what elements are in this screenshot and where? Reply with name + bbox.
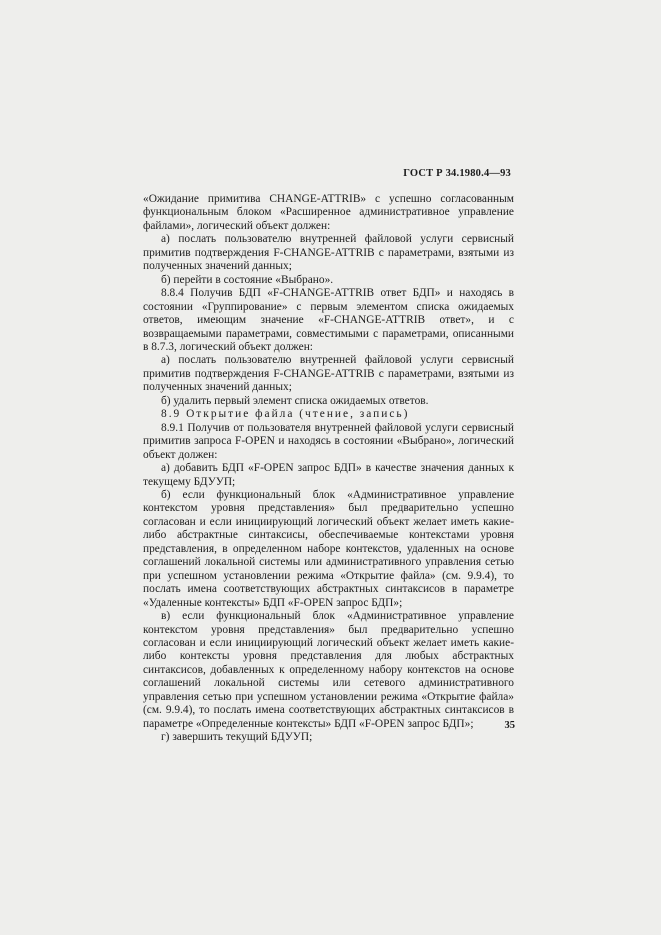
paragraph: г) завершить текущий БДУУП; [161, 731, 313, 744]
paragraph: 8.9 Открытие файла (чтение, запись) [161, 408, 410, 421]
paragraph: б) удалить первый элемент списка ожидаемых ответов. [161, 394, 429, 407]
paragraph: а) послать пользователю внутренней файловой услуги сервисный примитив подтверждения F-CHANGE-ATTRIB с параметрами, взятыми из полученных значений данных; [143, 233, 514, 273]
paragraph: 8.8.4 Получив БДП «F-CHANGE-ATTRIB ответ БДП» и находясь в состоянии «Группирование» с первым элементом списка ожидаемых ответов, имеющим значение «F-CHANGE-ATTRIB ответ», и с возвращаемыми параметрами, совместимыми с параметрами, описанными в 8.7.3, логический объект должен: [143, 287, 514, 353]
paragraph: а) послать пользователю внутренней файловой услуги сервисный примитив подтверждения F-CHANGE-ATTRIB с параметрами, взятыми из полученных значений данных; [143, 354, 514, 394]
paragraph: б) перейти в состояние «Выбрано». [161, 273, 334, 286]
paragraph: «Ожидание примитива CHANGE-ATTRIB» с успешно согласованным функциональным блоком «Расширенное административное управление файлами», логический объект должен: [143, 193, 514, 232]
paragraph: 8.9.1 Получив от пользователя внутренней файловой услуги сервисный примитив запроса F-OPEN и находясь в состоянии «Выбрано», логический объект должен: [143, 421, 514, 461]
page-number: 35 [504, 720, 515, 731]
paragraph: в) если функциональный блок «Административное управление контекстом уровня представления» был предварительно успешно согласован и если инициирующий логический объект желает иметь какие-либо контексты уровня представления для любых абстрактных синтаксисов, добавленных к определенному набору контекстов на основе соглашений локальной системы или сетевого административного управления сетью при успешном установлении режима «Открытие файла» (см. 9.9.4), то послать имена соответствующих абстрактных синтаксисов в параметре «Определенные контексты» БДП «F-OPEN запрос БДП»; [143, 610, 514, 730]
page-header: ГОСТ Р 34.1980.4—93 [403, 168, 511, 179]
body-text [143, 193, 514, 745]
paragraph: б) если функциональный блок «Административное управление контекстом уровня представления» был предварительно успешно согласован и если инициирующий логический объект желает иметь какие-либо абстрактные синтаксисы, обеспечиваемые контекстами уровня представления, в определенном наборе контекстов, удаленных на основе соглашений локальной системы или административного управления сетью при успешном установлении режима «Открытие файла» (см. 9.9.4), то послать имена соответствующих абстрактных синтаксисов в параметре «Удаленные контексты» БДП «F-OPEN запрос БДП»; [143, 488, 514, 609]
paragraph: а) добавить БДП «F-OPEN запрос БДП» в качестве значения данных к текущему БДУУП; [143, 462, 514, 488]
